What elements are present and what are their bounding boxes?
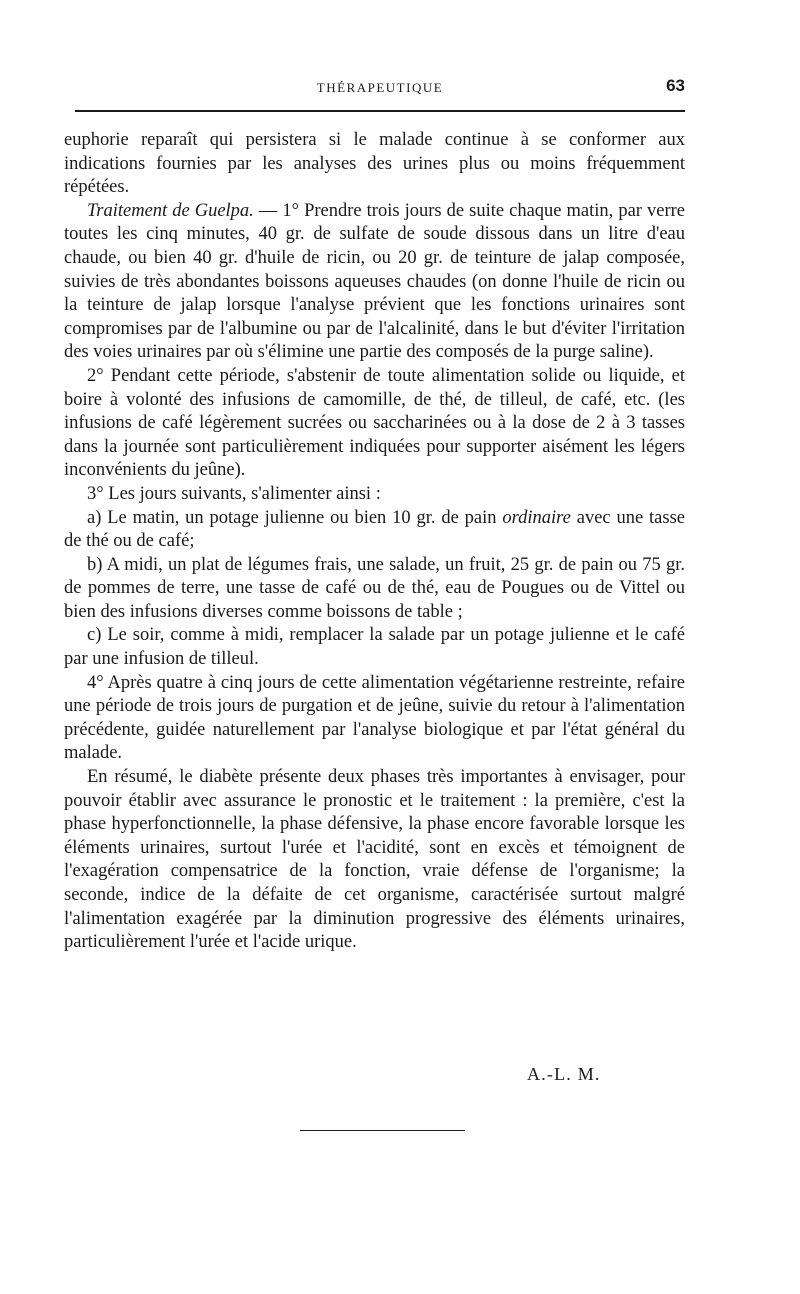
paragraph-7: c) Le soir, comme à midi, remplacer la salade par un potage julienne et le café par une infusion de tilleul. [64, 625, 685, 670]
paragraph-2: Traitement de Guelpa. — 1° Prendre trois jours de suite chaque matin, par verre toutes les cinq minutes, 40 gr. de sulfate de soude dissous dans un litre d'eau chaude, ou bien 40 gr. d'huile de ricin, ou 20 gr. de teinture de jalap composée, suivies de très abondantes boissons aqueuses chaudes (on donne l'huile de ricin ou la teinture de jalap lorsque l'analyse prévient que les fonctions urinaires sont compromises par de l'albumine ou par de l'alcalinité, dans le but d'éviter l'irritation des voies urinaires par où s'élimine une partie des composés de la purge saline). [64, 200, 686, 363]
italic-word: ordinaire [502, 507, 571, 528]
paragraph-1: euphorie reparaît qui persistera si le malade continue à se conformer aux indications fournies par les analyses des urines plus ou moins fréquemment répétées. [64, 130, 685, 198]
running-title: THÉRAPEUTIQUE [316, 80, 444, 95]
paragraph-8: 4° Après quatre à cinq jours de cette alimentation végétarienne restreinte, refaire une période de trois jours de purgation et de jeûne, suivie du retour à l'alimentation précédente, guidée naturellement par l'analyse biologique et par l'état général du malade. [64, 672, 685, 764]
body-text [64, 129, 685, 955]
section-heading-italic: Traitement de Guelpa. [87, 200, 254, 221]
signature: A.-L. M. [527, 1064, 601, 1084]
paragraph-3: 2° Pendant cette période, s'abstenir de toute alimentation solide ou liquide, et boire à volonté des infusions de camomille, de thé, de tilleul, de café, etc. (les infusions de café légèrement sucrées ou saccharinées ou à la dose de 2 à 3 tasses dans la journée sont particulièrement indiquées pour supporter aisément les légers inconvénients du jeûne). [64, 365, 685, 481]
paragraph-5: a) Le matin, un potage julienne ou bien 10 gr. de pain ordinaire avec une tasse de thé ou de café; [64, 507, 685, 552]
paragraph-4: 3° Les jours suivants, s'alimenter ainsi : [87, 483, 381, 504]
header-rule [75, 110, 685, 112]
paragraph-9: En résumé, le diabète présente deux phases très importantes à envisager, pour pouvoir établir avec assurance le pronostic et le traitement : la première, c'est la phase hyperfonctionnelle, la phase défensive, la phase encore favorable lorsque les éléments urinaires, surtout l'urée et l'acidité, sont en excès et témoignent de l'exagération compensatrice de la fonction, vraie défense de l'organisme; la seconde, indice de la défaite de cet organisme, caractérisée surtout malgré l'alimentation exagérée par la diminution progressive des éléments urinaires, particulièrement l'urée et l'acide urique. [64, 767, 685, 953]
page-number: 63 [666, 76, 685, 95]
page-header [75, 76, 685, 100]
paragraph-6: b) A midi, un plat de légumes frais, une salade, un fruit, 25 gr. de pain ou 75 gr. de pommes de terre, une tasse de café ou de thé, eau de Pougues ou de Vittel ou bien des infusions diverses comme boissons de table ; [64, 554, 685, 622]
end-rule [300, 1130, 465, 1131]
